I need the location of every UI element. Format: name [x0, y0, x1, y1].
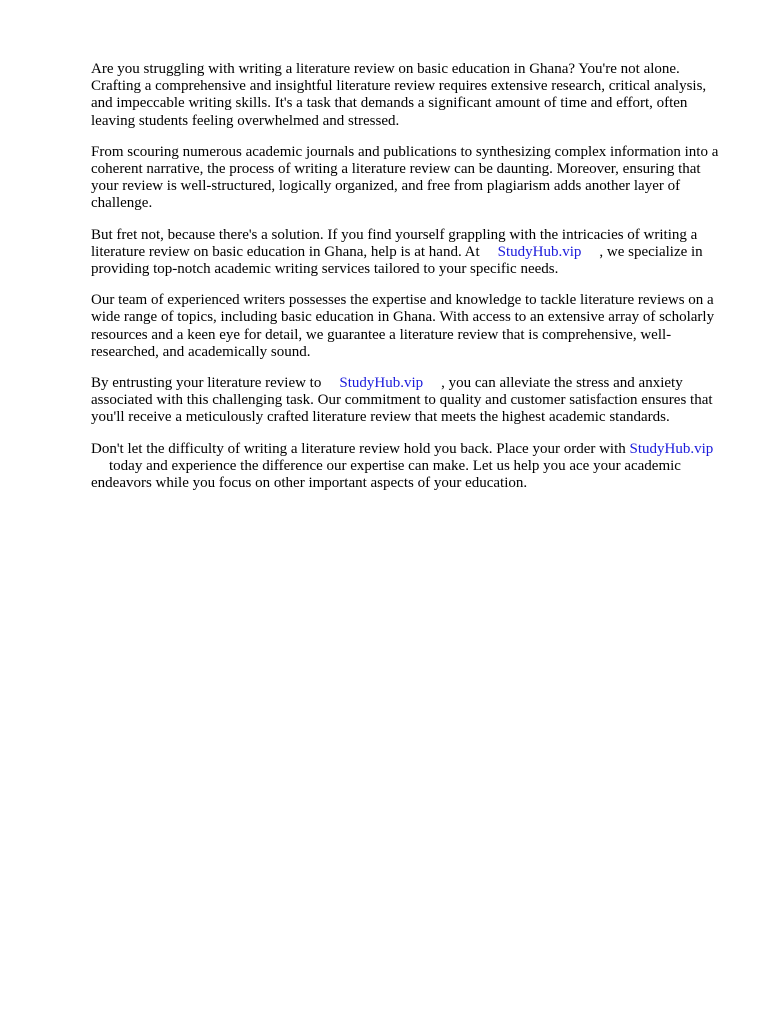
- document-body: [91, 61, 723, 506]
- studyhub-link-2[interactable]: StudyHub.vip: [339, 375, 424, 392]
- paragraph-order-text-after: today and experience the difference our expertise can make. Let us help you ace your academic endeavors while you focus on other important aspects of your education.: [91, 457, 681, 492]
- paragraph-intro: Are you struggling with writing a literature review on basic education in Ghana? You're not alone. Crafting a comprehensive and insightful literature review requires extensive research, critical analysis, and impeccable writing skills. It's a task that demands a significant amount of time and effort, often leaving students feeling overwhelmed and stressed.: [91, 61, 707, 129]
- studyhub-link-3[interactable]: StudyHub.vip: [629, 440, 714, 457]
- paragraph-solution: [91, 227, 723, 279]
- paragraph-entrust-text-before: By entrusting your literature review to: [91, 375, 322, 392]
- paragraph-team: Our team of experienced writers possesses the expertise and knowledge to tackle literature reviews on a wide range of topics, including basic education in Ghana. With access to an extensive array of scholarly resources and a keen eye for detail, we guarantee a literature review that is comprehensive, well-researched, and academically sound.: [91, 292, 715, 360]
- paragraph-entrust: [91, 375, 723, 427]
- paragraph-entrust-text-after: , you can alleviate the stress and anxiety associated with this challenging task. Our commitment to quality and customer satisfaction ensures that you'll receive a meticulously crafted literature review that meets the highest academic standards.: [91, 375, 713, 426]
- paragraph-solution-text-before: But fret not, because there's a solution. If you find yourself grappling with the intricacies of writing a literature review on basic education in Ghana, help is at hand. At: [91, 226, 698, 260]
- paragraph-order: [91, 441, 723, 493]
- paragraph-solution-text-after: , we specialize in providing top-notch academic writing services tailored to your specific needs.: [91, 243, 703, 278]
- studyhub-link-1[interactable]: StudyHub.vip: [497, 243, 582, 260]
- paragraph-process: From scouring numerous academic journals and publications to synthesizing complex information into a coherent narrative, the process of writing a literature review can be daunting. Moreover, ensuring that your review is well-structured, logically organized, and free from plagiarism adds another layer of challenge.: [91, 143, 719, 212]
- paragraph-order-text-before: Don't let the difficulty of writing a literature review hold you back. Place your order with: [91, 440, 626, 457]
